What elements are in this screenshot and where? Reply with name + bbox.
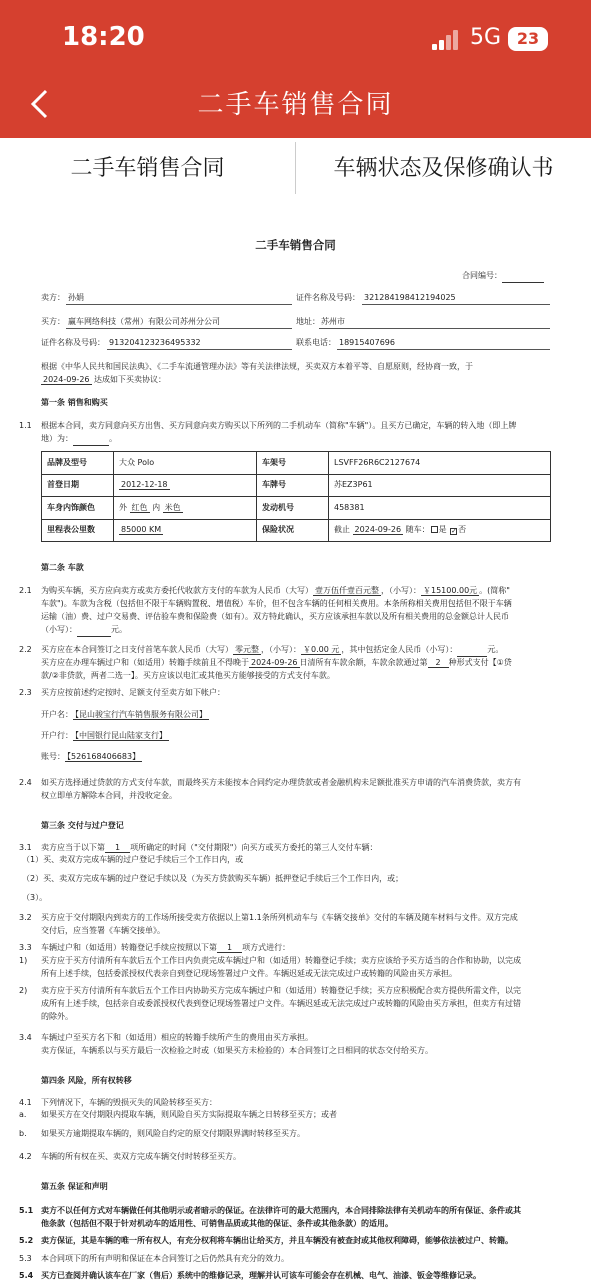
buyer-id-value: 913204123236495332 — [109, 338, 201, 347]
clause-4-2: 车辆的所有权在买、卖双方完成车辆交付时转移至买方。 — [41, 1152, 241, 1161]
table-cell: 458381 — [329, 497, 551, 520]
clause-5-4-num: 5.4 — [19, 1271, 34, 1280]
clause-3-3-2-num: 2) — [19, 986, 28, 995]
table-cell: LSVFF26R6C2127674 — [329, 452, 551, 475]
clause-3-3-a: 车辆过户和（如适用）转籍登记手续应按照以下第 — [41, 943, 217, 952]
clause-3-1-item3: （3）。 — [22, 893, 48, 902]
clause-3-1-item1: （1）买、卖双方完成车辆的过户登记手续后三个工作日内，或 — [22, 855, 244, 864]
table-row — [42, 474, 551, 497]
clause-3-1 — [41, 842, 551, 854]
phone-value: 18915407696 — [339, 338, 395, 347]
clause-3-3-2-line1: 卖方应于买方付清所有车款后五个工作日内协助买方完成车辆过户和（如适用）转籍登记手续；买方应积极配合卖方提供所需文件，以完 — [41, 986, 521, 995]
status-bar — [0, 0, 591, 78]
table-cell: 里程表公里数 — [42, 519, 114, 542]
table-cell: 首登日期 — [42, 474, 114, 497]
article-3-title: 第三条 交付与过户登记 — [41, 821, 124, 830]
table-cell — [329, 519, 551, 542]
clause-2-1-line2: 车款")。车款为含税（包括但不限于车辆购置税、增值税）车价，但不包含车辆的任何相关费用。本条所称相关费用包括但不限于车辆 — [41, 599, 512, 608]
seller-label: 卖方： — [41, 293, 65, 302]
table-cell: 苏EZ3P61 — [329, 474, 551, 497]
table-cell: 车身内饰颜色 — [42, 497, 114, 520]
clause-5-3-num: 5.3 — [19, 1254, 32, 1263]
price-num: ￥15100.00元 — [423, 586, 478, 595]
clause-2-1-line3: 运输（油）费、过户交易费、评估验车费和保险费（如有）。双方特此确认，买方应该承担车款以及所有相关费用的总金额总计人民币 — [41, 612, 509, 621]
clause-3-2-num: 3.2 — [19, 913, 32, 922]
page-title: 二手车销售合同 — [197, 90, 394, 120]
phone-label: 联系电话： — [296, 338, 336, 347]
account-no-label: 账号： — [41, 752, 65, 761]
clause-2-3-num: 2.3 — [19, 688, 32, 697]
network-type: 5G — [470, 25, 502, 50]
clause-5-1-line1: 卖方不以任何方式对车辆做任何其他明示或者暗示的保证。在法律许可的最大范围内，本合同排除法律有关机动车的所有保证、条件或其 — [41, 1206, 521, 1215]
balance-date: 2024-09-26 — [251, 658, 298, 667]
article-5-title: 第五条 保证和声明 — [41, 1182, 108, 1191]
int-label: 内 — [152, 502, 161, 512]
table-cell: 发动机号 — [257, 497, 329, 520]
insurance-with-car: 随车： — [405, 525, 430, 535]
transfer-place-blank — [73, 433, 109, 446]
clause-3-3-1-line1: 买方应于买方付清所有车款后五个工作日内负责完成车辆过户和（如适用）转籍登记手续；卖方应该给予买方适当的合作和协助，以完成 — [41, 956, 521, 965]
table-cell — [114, 474, 257, 497]
address-value: 苏州市 — [321, 317, 345, 326]
clause-4-2-num: 4.2 — [19, 1152, 32, 1161]
clause-2-4-num: 2.4 — [19, 778, 32, 787]
clause-3-2-line1: 买方应于交付期限内到卖方的工作场所接受卖方依据以上第1.1条所列机动车与《车辆交接单》交付的车辆及随车材料与文件。双方完成 — [41, 913, 518, 922]
clause-2-1-line1 — [41, 585, 551, 597]
article-1-title: 第一条 销售和购买 — [41, 398, 108, 407]
seller-value: 孙娟 — [68, 293, 84, 302]
clause-4-1-b: 如果买方逾期提取车辆的，则风险自约定的原交付期限界满时转移至买方。 — [41, 1129, 305, 1138]
intro-tail: 达成如下买卖协议： — [91, 375, 167, 384]
seller-id-value: 321284198412194025 — [364, 293, 456, 302]
address-line — [319, 316, 550, 329]
intro-line1: 根据《中华人民共和国民法典》、《二手车流通管理办法》等有关法律法规，买卖双方本着平等、自愿原则，经协商一致，于 — [41, 362, 473, 371]
clause-2-2-e: 买方应在办理车辆过户和（如适用）转籍手续前且不得晚于 — [41, 658, 249, 667]
table-row — [42, 497, 551, 520]
clause-3-3-b: 项方式进行： — [242, 943, 291, 952]
clause-2-1-a: 为购买车辆，买方应向卖方或卖方委托代收款方支付的车款为人民币（大写） — [41, 586, 313, 595]
clause-3-3-1-line2: 所有上述手续，包括委派授权代表亲自到登记现场签署过户文件。车辆迟延或无法完成过户或转籍的风险由买方承担。 — [41, 969, 457, 978]
clause-3-4-num: 3.4 — [19, 1033, 32, 1042]
buyer-id-label: 证件名称及号码： — [41, 338, 105, 347]
account-name-row — [41, 709, 551, 721]
account-no: 【526168406683】 — [67, 752, 141, 761]
clause-2-2-g: 种形式支付【①贷 — [448, 658, 512, 667]
deposit-blank — [457, 644, 487, 657]
clause-4-1-b-num: b. — [19, 1129, 27, 1138]
total-blank — [77, 624, 111, 637]
table-row — [42, 452, 551, 475]
clause-5-2: 卖方保证，其是车辆的唯一所有权人，有充分权利将车辆出让给买方，并且车辆没有被查封或其他权利障碍，能够依法被过户、转籍。 — [41, 1236, 513, 1245]
account-bank: 【中国银行昆山陆家支行】 — [75, 731, 167, 740]
app-header — [0, 0, 591, 138]
clause-3-1-b: 项所确定的时间（"交付期限"）向买方或买方委托的第三人交付车辆： — [130, 843, 378, 852]
clause-3-3-1-num: 1) — [19, 956, 28, 965]
article-4-title: 第四条 风险，所有权转移 — [41, 1076, 132, 1085]
clause-2-1-c: 。(简称" — [479, 586, 510, 595]
clause-3-1-num: 3.1 — [19, 843, 32, 852]
insurance-no: 否 — [458, 525, 467, 535]
clause-3-1-item2: （2）买、卖双方完成车辆的过户登记手续以及（为买方贷款购买车辆）抵押登记手续后三个工作日内，或； — [22, 874, 404, 883]
clause-3-1-a: 卖方应当于以下第 — [41, 843, 105, 852]
table-cell — [114, 497, 257, 520]
clause-2-3: 买方应按前述约定按时、足额支付至卖方如下帐户： — [41, 688, 225, 697]
clause-3-4-line1: 车辆过户至买方名下和（如适用）相应的转籍手续所产生的费用由买方承担。 — [41, 1033, 313, 1042]
account-bank-row — [41, 730, 551, 742]
clause-2-2-a: 买方应在本合同签订之日支付首笔车款人民币（大写） — [41, 645, 233, 654]
signal-icon — [432, 30, 462, 50]
buyer-label: 买方： — [41, 317, 65, 326]
insurance-date: 2024-09-26 — [354, 525, 402, 535]
first-pay-cn: 零元整 — [235, 645, 259, 654]
clause-5-1-num: 5.1 — [19, 1206, 34, 1215]
price-cn: 壹万伍仟壹百元整 — [315, 586, 379, 595]
clause-1-1-line2 — [41, 433, 551, 446]
clause-3-3-2-line2: 成所有上述手续，包括亲自或委派授权代表到登记现场签署过户文件。车辆迟延或无法完成过户或转籍的风险由买方承担，但卖方有过错 — [41, 999, 521, 1008]
clause-4-1: 下列情况下，车辆的毁损灭失的风险转移至买方： — [41, 1098, 217, 1107]
insurance-until: 截止 — [334, 525, 350, 535]
vehicle-info-table — [41, 451, 551, 542]
intro-date: 2024-09-26 — [43, 375, 90, 384]
table-cell: 车架号 — [257, 452, 329, 475]
clause-3-2-line2: 交付后，应当签署《车辆交接单》。 — [41, 926, 165, 935]
contract-document — [0, 200, 591, 1280]
clause-2-1-f: （小写）： — [41, 625, 77, 634]
seller-id-label: 证件名称及号码： — [296, 293, 360, 302]
table-cell: 保险状况 — [257, 519, 329, 542]
clause-1-1-c: 。 — [109, 434, 117, 443]
clause-2-2-line1 — [41, 644, 551, 657]
clause-5-1-line2: 他条款（包括但不限于针对机动车的适用性、可销售品质或其他的保证、条件或其他条款）的适用。 — [41, 1219, 393, 1228]
clause-5-4: 买方已查阅并确认该车在厂家（售后）系统中的维修记录，理解并认可该车可能会存在机械、电气、油漆、钣金等维修记录。 — [41, 1271, 481, 1280]
seller-line — [66, 292, 292, 305]
clause-2-2-b: ，（小写）： — [261, 645, 301, 654]
clause-3-3 — [41, 942, 551, 954]
buyer-value: 赢车网络科技（常州）有限公司苏州分公司 — [68, 317, 220, 326]
clause-1-1-line1: 根据本合同，卖方同意向买方出售、买方同意向卖方购买以下所列的二手机动车（简称"车辆"）。且买方已确定，车辆的转入地（即上牌 — [41, 421, 517, 430]
delivery-option: 1 — [105, 843, 130, 853]
first-pay-num: ￥0.00 元 — [303, 645, 340, 654]
ext-label: 外 — [119, 502, 127, 512]
mileage-unit: KM — [149, 525, 162, 535]
clause-5-3: 本合同项下的所有声明和保证在本合同签订之后仍然具有充分的效力。 — [41, 1254, 289, 1263]
int-color: 米色 — [164, 502, 181, 512]
intro-line2 — [41, 374, 551, 386]
mileage-number: 85000 — [121, 525, 147, 535]
status-time: 18:20 — [62, 22, 145, 52]
checkbox-checked-icon: ✓ — [451, 527, 458, 536]
first-reg-date: 2012-12-18 — [121, 480, 168, 490]
clause-4-1-a-num: a. — [19, 1110, 27, 1119]
clause-2-2-num: 2.2 — [19, 645, 32, 654]
doc-title: 二手车销售合同 — [255, 238, 336, 252]
table-cell: 品牌及型号 — [42, 452, 114, 475]
clause-1-1-b: 地）为： — [41, 434, 73, 443]
table-row — [42, 519, 551, 542]
clause-5-2-num: 5.2 — [19, 1236, 34, 1245]
clause-4-1-a: 如果买方在交付期限内提取车辆，则风险自买方实际提取车辆之日转移至买方；或者 — [41, 1110, 337, 1119]
tab-vehicle-status[interactable]: 车辆状态及保修确认书 — [333, 156, 554, 181]
clause-2-1-line4 — [41, 624, 551, 637]
clause-2-4-line2: 权立即单方解除本合同，并没收定金。 — [41, 791, 177, 800]
clause-2-2-c: ，其中包括定金人民币（小写）： — [341, 645, 458, 654]
table-cell: 大众 Polo — [114, 452, 257, 475]
mileage-value — [119, 525, 163, 535]
table-cell: 车牌号 — [257, 474, 329, 497]
clause-2-2-line3: 款/②非贷款，两者二选一】。买方应该以电汇或其他买方能够接受的方式支付车款。 — [41, 671, 335, 680]
clause-2-4-line1: 如买方选择通过贷款的方式支付车款，而最终买方未能按本合同约定办理贷款或者金融机构未足额批准买方申请的汽车消费贷款，卖方有 — [41, 778, 521, 787]
transfer-option: 1 — [217, 943, 242, 953]
insurance-yes: 是 — [438, 525, 447, 535]
clause-2-2-d: 元。 — [487, 645, 504, 654]
address-label: 地址： — [296, 317, 320, 326]
contract-no-blank — [502, 270, 544, 283]
account-name-label: 开户名： — [41, 710, 73, 719]
clause-3-3-num: 3.3 — [19, 943, 32, 952]
clause-2-2-line2 — [41, 657, 551, 669]
clause-2-1-g: 元。 — [111, 625, 127, 634]
clause-3-4-line2: 卖方保证，车辆系以与买方最后一次检验之时或（如果买方未检验的）本合同签订之日相同的状态交付给买方。 — [41, 1046, 433, 1055]
contract-no-label: 合同编号： — [462, 271, 502, 280]
pay-method: 2 — [428, 658, 449, 668]
article-2-title: 第二条 车款 — [41, 563, 84, 572]
account-name: 【昆山骏宝行汽车销售服务有限公司】 — [75, 710, 207, 719]
clause-2-1-b: ，（小写）： — [381, 586, 421, 595]
account-bank-label: 开户行： — [41, 731, 73, 740]
account-no-row — [41, 751, 551, 763]
clause-1-1-num: 1.1 — [19, 421, 32, 430]
tab-bar — [0, 138, 591, 200]
clause-3-3-2-line3: 的除外。 — [41, 1012, 73, 1021]
clause-2-1-num: 2.1 — [19, 586, 32, 595]
table-cell — [114, 519, 257, 542]
tab-sales-contract[interactable]: 二手车销售合同 — [70, 156, 225, 181]
contract-no — [462, 270, 544, 283]
clause-4-1-num: 4.1 — [19, 1098, 32, 1107]
checkbox-icon — [431, 526, 438, 533]
battery-icon: 23 — [508, 27, 548, 51]
clause-2-2-f: 日清所有车款余额，车款余款通过第 — [299, 658, 428, 667]
ext-color: 红色 — [131, 502, 148, 512]
